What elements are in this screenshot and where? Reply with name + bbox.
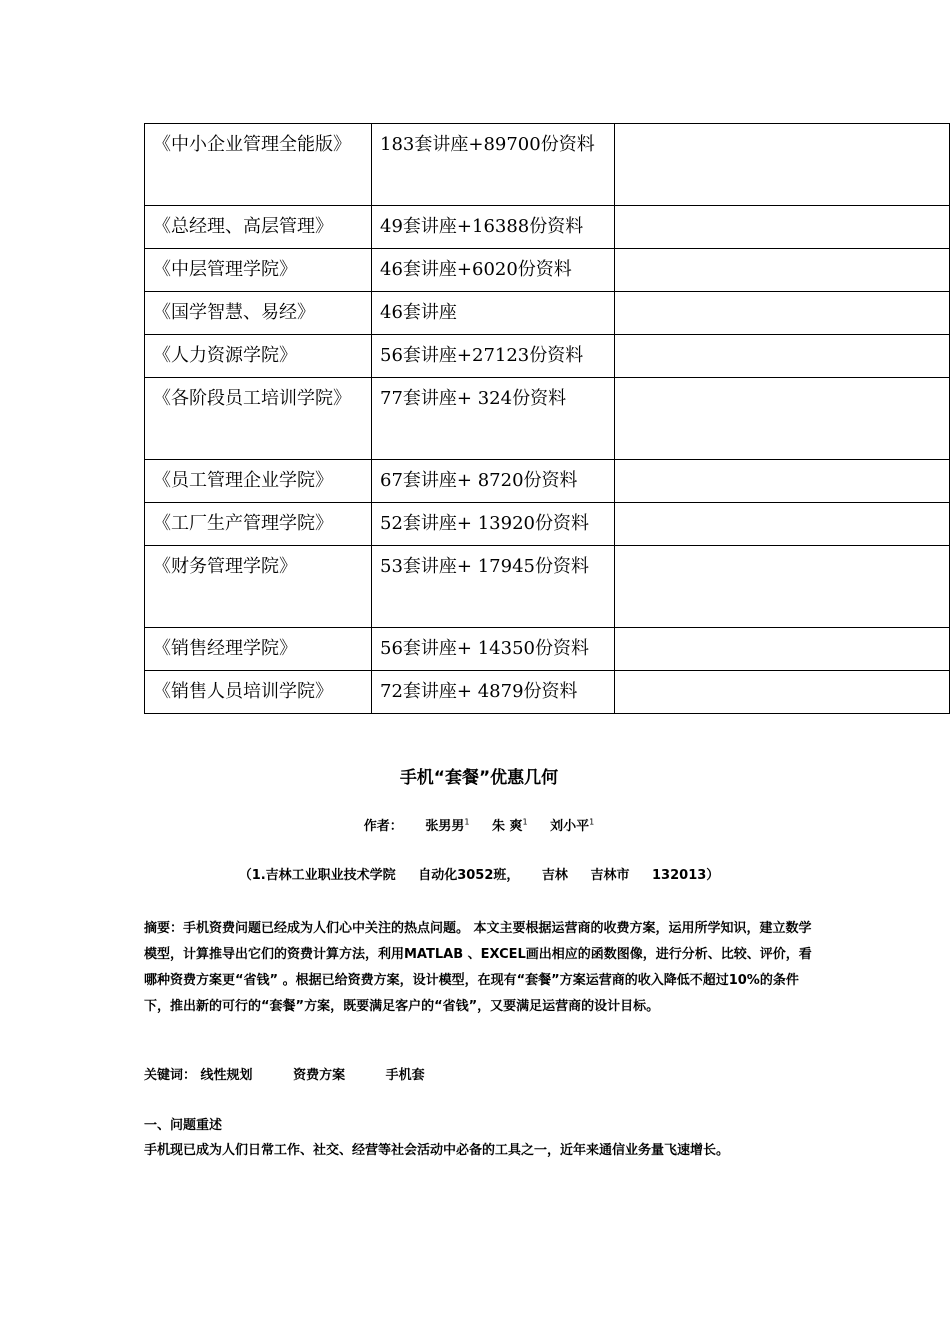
keyword: 手机套 (385, 1068, 425, 1083)
course-name-cell: 《中小企业管理全能版》 (145, 124, 372, 206)
note-cell (615, 628, 950, 671)
author-name: 张男男 (425, 819, 465, 834)
note-cell (615, 206, 950, 249)
note-cell (615, 378, 950, 460)
keywords-label: 关键词： (144, 1068, 197, 1083)
affiliation-province: 吉林 (541, 868, 568, 883)
table-row (145, 503, 950, 546)
course-name-cell: 《各阶段员工培训学院》 (145, 378, 372, 460)
author-line (144, 815, 814, 834)
course-content-cell: 72套讲座+ 4879份资料 (372, 671, 615, 714)
author-affiliation-mark: 1 (589, 817, 595, 827)
course-content-cell: 46套讲座 (372, 292, 615, 335)
note-cell (615, 546, 950, 628)
note-cell (615, 335, 950, 378)
course-content-cell: 52套讲座+ 13920份资料 (372, 503, 615, 546)
note-cell (615, 124, 950, 206)
course-name-cell: 《人力资源学院》 (145, 335, 372, 378)
course-content-cell: 56套讲座+27123份资料 (372, 335, 615, 378)
table-row (145, 206, 950, 249)
course-content-cell: 56套讲座+ 14350份资料 (372, 628, 615, 671)
course-content-cell: 77套讲座+ 324份资料 (372, 378, 615, 460)
abstract: 摘要：手机资费问题已经成为人们心中关注的热点问题。 本文主要根据运营商的收费方案，运用所学知识，建立数学模型，计算推导出它们的资费计算方法，利用MATLAB 、EXCEL画出相应的函数图像，进行分析、比较、评价，看哪种资费方案更“省钱” 。根据已给资费方案，设计模型，在现有“套餐”方案运营商的收入降低不超过10%的条件下，推出新的可行的“套餐”方案，既要满足客户的“省钱”，又要满足运营商的设计目标。 (144, 921, 812, 1014)
table-row (145, 546, 950, 628)
catalog-table (144, 123, 950, 714)
course-name-cell: 《工厂生产管理学院》 (145, 503, 372, 546)
keyword: 线性规划 (200, 1068, 253, 1083)
course-name-cell: 《销售人员培训学院》 (145, 671, 372, 714)
authors-label: 作者： (363, 819, 403, 834)
table-row (145, 124, 950, 206)
table-row (145, 335, 950, 378)
course-content-cell: 46套讲座+6020份资料 (372, 249, 615, 292)
note-cell (615, 292, 950, 335)
course-content-cell: 49套讲座+16388份资料 (372, 206, 615, 249)
course-name-cell: 《财务管理学院》 (145, 546, 372, 628)
note-cell (615, 671, 950, 714)
table-row (145, 628, 950, 671)
affiliation-postcode: 132013） (652, 868, 720, 883)
keywords-line (144, 1064, 814, 1083)
note-cell (615, 503, 950, 546)
course-content-cell: 67套讲座+ 8720份资料 (372, 460, 615, 503)
body-paragraph: 手机现已成为人们日常工作、社交、经营等社会活动中必备的工具之一，近年来通信业务量飞速增长。 (144, 1143, 730, 1158)
table-row (145, 249, 950, 292)
course-content-cell: 53套讲座+ 17945份资料 (372, 546, 615, 628)
author-affiliation-mark: 1 (464, 817, 470, 827)
course-name-cell: 《中层管理学院》 (145, 249, 372, 292)
course-content-cell: 183套讲座+89700份资料 (372, 124, 615, 206)
note-cell (615, 460, 950, 503)
section-heading: 一、问题重述 (144, 1118, 223, 1133)
course-name-cell: 《国学智慧、易经》 (145, 292, 372, 335)
affiliation-school: （1.吉林工业职业技术学院 (238, 868, 396, 883)
table-row (145, 378, 950, 460)
table-row (145, 292, 950, 335)
author-affiliation-mark: 1 (522, 817, 528, 827)
author-name: 刘小平 (550, 819, 590, 834)
keyword: 资费方案 (293, 1068, 346, 1083)
table-row (145, 671, 950, 714)
course-name-cell: 《员工管理企业学院》 (145, 460, 372, 503)
note-cell (615, 249, 950, 292)
author-name: 朱 爽 (491, 819, 523, 834)
affiliation-class: 自动化3052班， (418, 868, 520, 883)
course-name-cell: 《总经理、高层管理》 (145, 206, 372, 249)
table-row (145, 460, 950, 503)
paper-title: 手机“套餐”优惠几何 (399, 768, 559, 788)
affiliation-city: 吉林市 (590, 868, 630, 883)
affiliation-line (144, 864, 814, 883)
course-name-cell: 《销售经理学院》 (145, 628, 372, 671)
